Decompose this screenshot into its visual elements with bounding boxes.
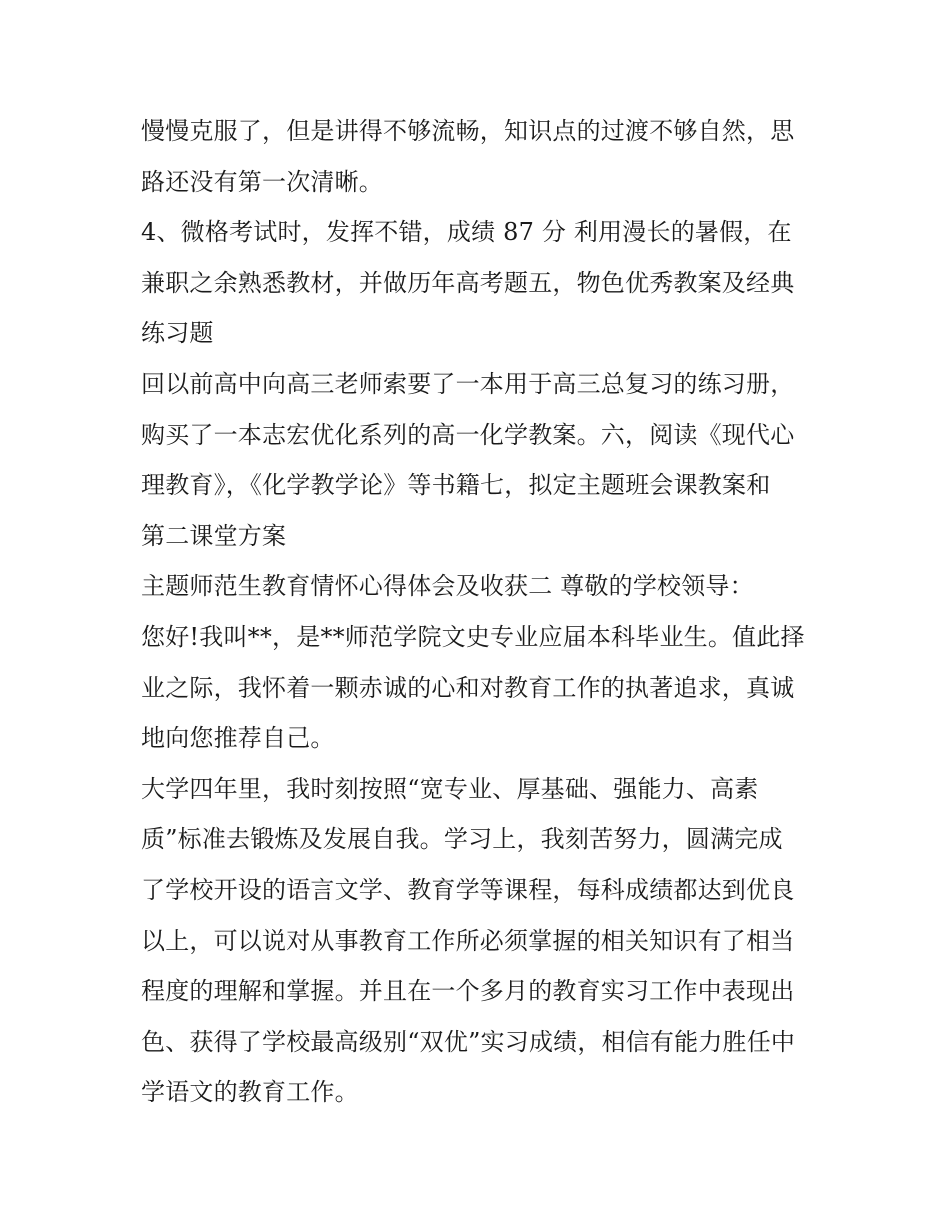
text-line: 路还没有第一次清晰。 [141,168,383,196]
text-line: 大学四年里，我时刻按照“宽专业、厚基础、强能力、高素 [141,775,759,803]
text-line: 质”标准去锻炼及发展自我。学习上，我刻苦努力，圆满完成 [141,825,783,853]
text-line: 理教育》，《化学教学论》等书籍七，拟定主题班会课教案和 [141,471,771,499]
text-line: 程度的理解和掌握。并且在一个多月的教育实习工作中表现出 [141,977,795,1005]
text-line: 以上，可以说对从事教育工作所必须掌握的相关知识有了相当 [141,927,795,955]
text-line: 兼职之余熟悉教材，并做历年高考题五，物色优秀教案及经典 [141,269,795,297]
text-line: 色、获得了学校最高级别“双优”实习成绩，相信有能力胜任中 [141,1028,796,1056]
text-line: 慢慢克服了，但是讲得不够流畅，知识点的过渡不够自然，思 [141,117,795,145]
text-line: 购买了一本志宏优化系列的高一化学教案。六，阅读《现代心 [141,421,795,449]
text-line: 回以前高中向高三老师索要了一本用于高三总复习的练习册， [141,370,795,398]
text-line: 4、微格考试时，发挥不错，成绩 87 分 利用漫长的暑假，在 [141,218,792,246]
text-line: 练习题 [141,319,214,347]
text-line: 学语文的教育工作。 [141,1078,359,1106]
text-line: 业之际，我怀着一颗赤诚的心和对教育工作的执著追求，真诚 [141,674,795,702]
text-line: 主题师范生教育情怀心得体会及收获二 尊敬的学校领导： [141,572,754,600]
text-line: 第二课堂方案 [141,522,287,550]
text-line: 地向您推荐自己。 [141,724,335,752]
text-line: 您好!我叫**，是**师范学院文史专业应届本科毕业生。值此择 [141,623,805,651]
text-line: 了学校开设的语言文学、教育学等课程，每科成绩都达到优良 [141,876,795,904]
